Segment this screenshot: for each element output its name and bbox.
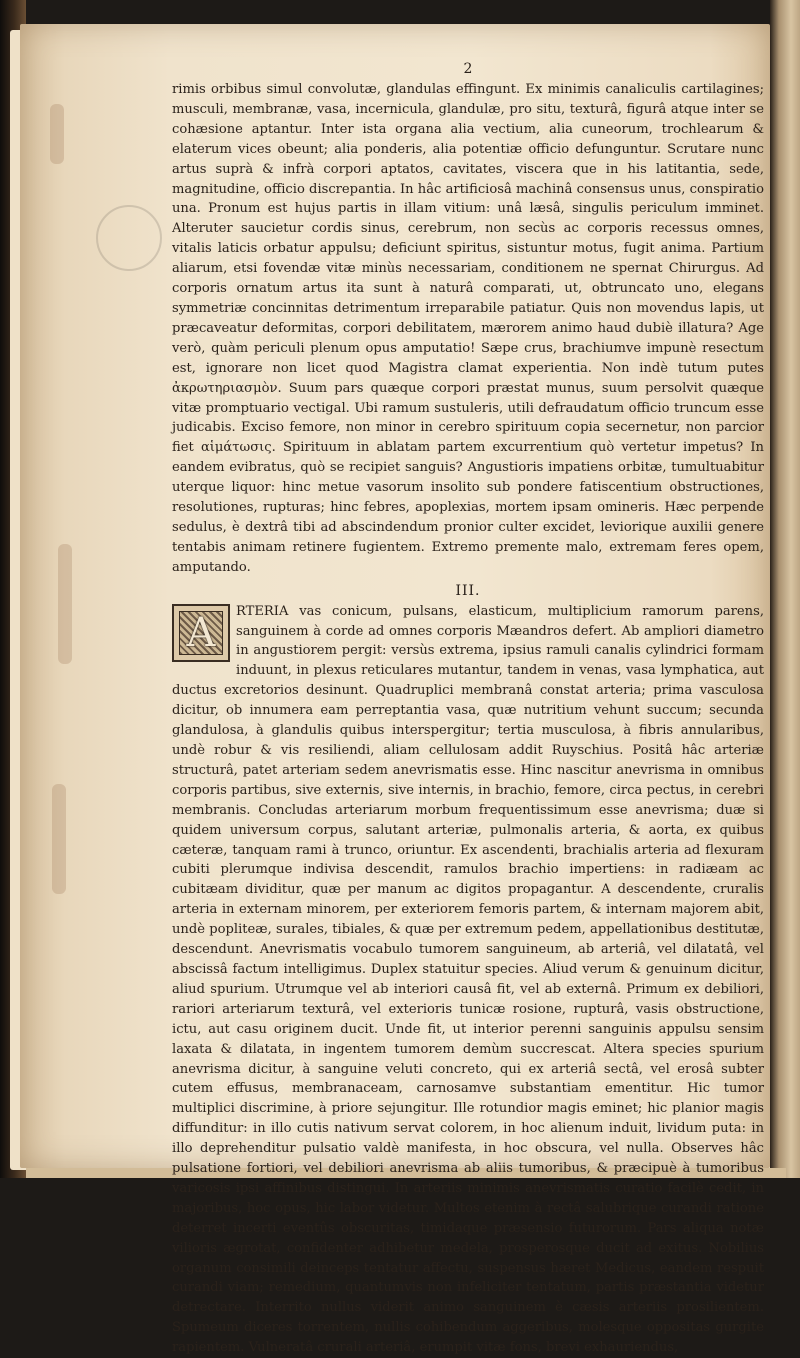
section-heading: III. (455, 582, 481, 599)
page-number: 2 (463, 61, 473, 77)
margin-stain (58, 544, 72, 664)
margin-stain (50, 104, 64, 164)
drop-cap-letter: A (186, 609, 216, 656)
page-edge-right (770, 0, 800, 1178)
margin-stain (52, 784, 66, 894)
page-text (172, 60, 764, 1358)
decorated-initial (172, 604, 230, 662)
paragraph-arteria: RTERIA vas conicum, pulsans, elasticum, multiplicium ramorum parens, sanguinem à corde ad omnes corporis Mæandros defert. Ab ampliori diametro in angustiorem pergit: versùs extrema, ipsius ramuli canalis cylindrici formam induunt, in plexus reticulares mutantur, tandem in venas, vasa lymphatica, aut ductus excretorios desinunt. Quadruplici membranâ constat arteria; prima vasculosa dicitur, ob innumera eam perreptantia vasa, quæ nutritium vehunt succum; secunda glandulosa, à glandulis quibus interspergitur; tertia musculosa, à fibris annularibus, undè robur & vis resiliendi, aliam cellulosam addit Ruyschius. Positâ hâc arteriæ structurâ, patet arteriam sedem anevrismatis esse. Hinc nascitur anevrisma in omnibus corporis partibus, sive externis, sive internis, in brachio, femore, circa pectus, in cerebri membranis. Concludas arteriarum morbum frequentissimum esse anevrisma; duæ si quidem universum corpus, salutant arteriæ, pulmonalis arteria, & aorta, ex quibus cæteræ, tanquam rami à trunco, oriuntur. Ex ascendenti, brachialis arteria ad flexuram cubiti plerumque indivisa descendit, ramulos brachio impertiens: in radiæam ac cubitæam dividitur, quæ per manum ac digitos propagantur. A descendente, cruralis arteria in externam minorem, per exteriorem femoris partem, & internam majorem abit, undè popliteæ, surales, tibiales, & quæ per extremum pedem, appellationibus destitutæ, descendunt. Anevrismatis vocabulo tumorem sanguineum, ab arteriâ, vel dilatatâ, vel abscissâ factum intelligimus. Duplex statuitur species. Aliud verum & genuinum dicitur, aliud spurium. Utrumque vel ab interiori causâ fit, vel ab externâ. Primum ex debiliori, rariori arteriarum texturâ, vel exterioris tunicæ rosione, rupturâ, vasis obstructione, ictu, aut casu originem ducit. Unde fit, ut interior perenni sanguinis appulsu sensim laxata & dilatata, in ingentem tumorem demùm succrescat. Altera species spurium anevrisma dicitur, à sanguine veluti concreto, qui ex arteriâ sectâ, vel erosâ subter cutem effusus, membranaceam, carnosamve substantiam ementitur. Hic tumor multiplici discrimine, à priore sejungitur. Ille rotundior magis eminet; hic planior magis diffunditur: in illo cutis nativum servat colorem, in hoc alienum induit, lividum puta: in illo deprehenditur pulsatio valdè manifesta, in hoc obscura, vel nulla. Observes hâc pulsatione fortiori, vel debiliori anevrisma ab aliis tumoribus, & præcipuè à tumoribus varicosis ipsi affinibus distingui. In arteriis minimis anevrismatis curatio facilè cedit, in majoribus, hoc opus, hic labor videtur. Multos etenim à rectâ salubrique curandi ratione deterret incerti eventûs obscuritas, timidaque præsensio futurorum. Pars aliqua notæ vilioris ægrotat, confidenter adhibetur medela, prosperosque ducit ad exitus. Nobilius organum consimili deinceps tentatur affectu, suspensus hæret Medicus, eandem respuit curandi viam; remedium, quantumvis non infeliciter tentatum, partis præstantia videtur detrectare. Interrito nullus viderit animo sanguinem è cæsis arteriis prosilientem. Spumeum diceres torrentem, nullis cohibendum aggeribus, molesque oppositas gurgite rapientem. Vulneratâ crurali arteriâ, erumpit vitæ fons, brevi exhauriendus, (172, 603, 764, 1356)
paragraph-amputation: rimis orbibus simul convolutæ, glandulas effingunt. Ex minimis canaliculis cartilagines; musculi, membranæ, vasa, incernicula, glandulæ, pro situ, texturâ, figurâ atque inter se cohæsione aptantur. Inter ista organa alia vectium, alia cuneorum, trochlearum & elaterum vices obeunt; alia ponderis, alia potentiæ officio defunguntur. Scrutare nunc artus suprà & infrà corpori aptatos, cavitates, viscera que in his latitantia, sede, magnitudine, officio discrepantia. In hâc artificiosâ machinâ consensus unus, conspiratio una. Pronum est hujus partis in illam vitium: unâ læsâ, singulis periculum imminet. Alteruter saucietur cordis sinus, cerebrum, non secùs ac corporis recessus omnes, vitalis laticis orbatur appulsu; deficiunt spiritus, sistuntur motus, fugit anima. Partium aliarum, etsi fovendæ vitæ minùs necessariam, conditionem ne spernat Chirurgus. Ad corporis ornatum artus ita sunt à naturâ comparati, ut, obtruncato uno, elegans symmetriæ concinnitas detrimentum irreparabile patiatur. Quis non movendus lapis, ut præcaveatur deformitas, corpori debilitatem, mærorem animo haud dubiè illatura? Age verò, quàm periculi plenum opus amputatio! Sæpe crus, brachiumve impunè resectum est, ignorare non licet quod Magistra clamat experientia. Non indè tutum putes ἀκρωτηριασμὸν. Suum pars quæque corpori præstat munus, suum persolvit quæque vitæ promptuario vectigal. Ubi ramum sustuleris, utili defraudatum officio truncum esse judicabis. Exciso femore, non minor in cerebro spirituum copia secernetur, non parcior fiet αἱμάτωσις. Spirituum in ablatam partem excurrentium quò vertetur impetus? In eandem evibratus, quò se recipiet sanguis? Angustioris impatiens orbitæ, tumultuabitur uterque liquor: hinc metue vasorum insolito sub pondere fatiscentium obstructiones, resolutiones, rupturas; hinc febres, apoplexias, mortem ipsam omineris. Hæc perpende sedulus, è dextrâ tibi ad abscindendum pronior culter excidet, leviorique auxilii genere tentabis animam retinere fugientem. Extremo premente malo, extremam feres opem, amputando. (172, 82, 764, 575)
library-stamp (96, 205, 162, 271)
